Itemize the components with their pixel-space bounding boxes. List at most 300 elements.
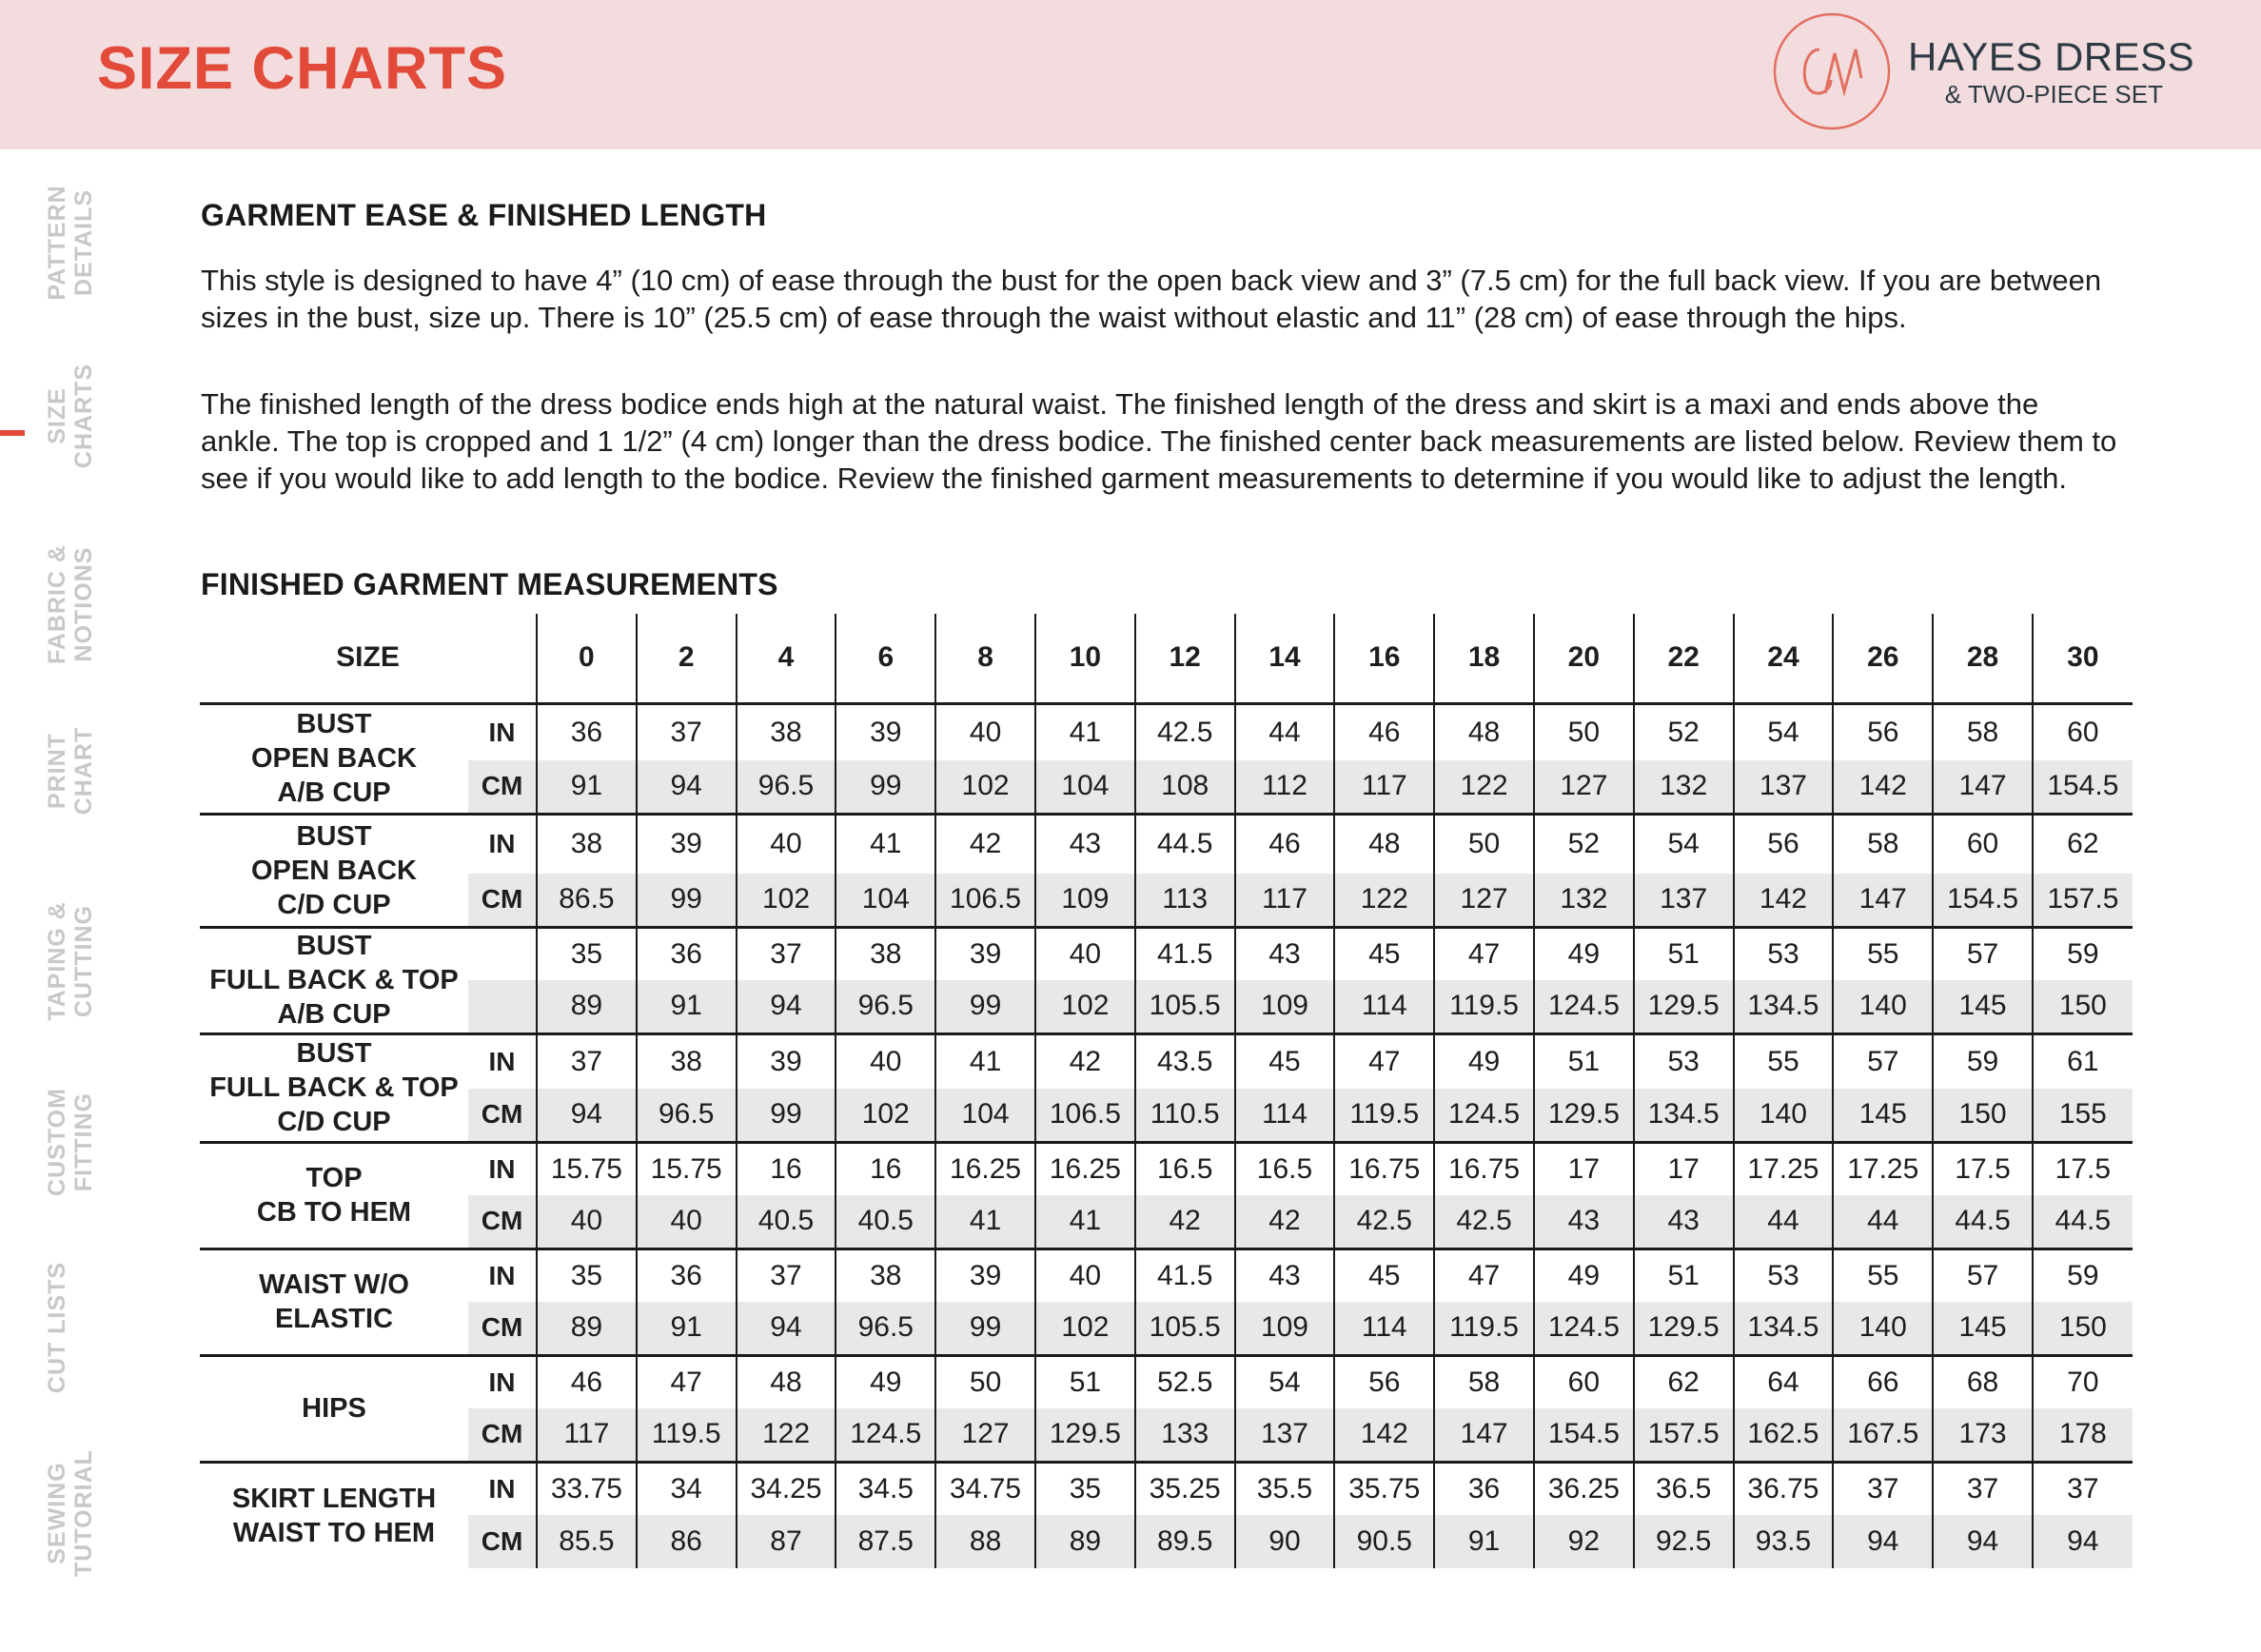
measurement-cell: 91 bbox=[637, 980, 737, 1033]
measurement-cell: 109 bbox=[1235, 980, 1335, 1033]
measurement-cell: 114 bbox=[1334, 980, 1434, 1033]
measurement-cell: 16.25 bbox=[1035, 1142, 1135, 1195]
measurement-cell: 16.5 bbox=[1235, 1142, 1335, 1195]
sidebar-tab-custom-fitting[interactable] bbox=[44, 1071, 97, 1213]
measurement-cell: 68 bbox=[1933, 1355, 2033, 1408]
size-column-header: 8 bbox=[935, 614, 1035, 703]
measurement-cell: 47 bbox=[1334, 1033, 1434, 1089]
table-row bbox=[200, 980, 2133, 1033]
measurement-cell: 40 bbox=[1035, 1249, 1135, 1302]
measurement-cell: 89 bbox=[537, 980, 637, 1033]
measurement-cell: 119.5 bbox=[1434, 980, 1534, 1033]
measurement-cell: 38 bbox=[836, 1249, 935, 1302]
measurement-cell: 140 bbox=[1734, 1089, 1834, 1142]
measurement-cell: 47 bbox=[1434, 927, 1534, 980]
sidebar-tab-pattern-details[interactable] bbox=[44, 171, 97, 314]
measurement-cell: 89 bbox=[537, 1302, 637, 1355]
size-column-header: 22 bbox=[1634, 614, 1734, 703]
measurement-label-line: TOP bbox=[305, 1163, 363, 1193]
measurement-cell: 16.5 bbox=[1135, 1142, 1235, 1195]
measurement-cell: 42 bbox=[1035, 1033, 1135, 1089]
unit-label: IN bbox=[468, 1249, 537, 1302]
table-row bbox=[200, 814, 2133, 874]
measurement-cell: 117 bbox=[1334, 760, 1434, 814]
measurement-cell: 94 bbox=[637, 760, 737, 814]
size-column-header: 30 bbox=[2033, 614, 2133, 703]
sidebar-tab-label: SIZE bbox=[44, 387, 70, 444]
measurement-cell: 134.5 bbox=[1634, 1089, 1734, 1142]
measurement-cell: 55 bbox=[1833, 927, 1933, 980]
measurement-cell: 58 bbox=[1434, 1355, 1534, 1408]
measurement-cell: 92 bbox=[1534, 1515, 1634, 1568]
unit-label: CM bbox=[468, 1302, 537, 1355]
measurement-cell: 36 bbox=[537, 703, 637, 760]
measurement-label-line: HIPS bbox=[302, 1393, 366, 1424]
measurement-cell: 140 bbox=[1833, 1302, 1933, 1355]
measurement-cell: 40.5 bbox=[836, 1195, 935, 1249]
measurement-cell: 58 bbox=[1933, 703, 2033, 760]
table-row bbox=[200, 1033, 2133, 1089]
measurement-cell: 119.5 bbox=[1334, 1089, 1434, 1142]
measurement-cell: 59 bbox=[2033, 1249, 2133, 1302]
measurement-cell: 129.5 bbox=[1035, 1408, 1135, 1462]
sidebar-tab-label: CUTTING bbox=[70, 904, 97, 1018]
measurement-cell: 36 bbox=[1434, 1462, 1534, 1515]
measurement-label-line: ELASTIC bbox=[274, 1304, 394, 1334]
measurement-cell: 33.75 bbox=[537, 1462, 637, 1515]
measurement-cell: 124.5 bbox=[1534, 1302, 1634, 1355]
measurement-label-line: OPEN BACK bbox=[250, 855, 417, 886]
measurement-cell: 157.5 bbox=[2033, 874, 2133, 927]
measurement-cell: 114 bbox=[1235, 1089, 1335, 1142]
measurement-cell: 42 bbox=[1235, 1195, 1335, 1249]
measurement-cell: 94 bbox=[737, 980, 836, 1033]
measurement-cell: 48 bbox=[1434, 703, 1534, 760]
measurement-cell: 99 bbox=[935, 980, 1035, 1033]
measurement-cell: 145 bbox=[1933, 980, 2033, 1033]
measurement-cell: 96.5 bbox=[637, 1089, 737, 1142]
length-paragraph: The finished length of the dress bodice ends high at the natural waist. The finished length of the dress and skirt is a maxi and ends above the ankle. The top is cropped and 1 1/2” (4 cm) longer than the dress bodice. The finished center back measurements are listed below. Review them to see if you would like to add length to the bodice. Review the finished garment measurements to determine if you would like to adjust the length. bbox=[201, 387, 2117, 495]
measurement-cell: 93.5 bbox=[1734, 1515, 1834, 1568]
measurement-cell: 112 bbox=[1235, 760, 1335, 814]
measurement-cell: 44 bbox=[1734, 1195, 1834, 1249]
measurement-cell: 96.5 bbox=[737, 760, 836, 814]
unit-label bbox=[468, 980, 537, 1033]
measurement-label-line: CB TO HEM bbox=[256, 1197, 412, 1228]
brand-name: HAYES DRESS bbox=[1908, 34, 2195, 79]
measurement-cell: 64 bbox=[1734, 1355, 1834, 1408]
measurement-cell: 147 bbox=[1933, 760, 2033, 814]
unit-label: CM bbox=[468, 874, 537, 927]
measurement-label-line: A/B CUP bbox=[277, 999, 391, 1030]
measurement-cell: 102 bbox=[935, 760, 1035, 814]
measurement-cell: 142 bbox=[1334, 1408, 1434, 1462]
measurement-cell: 102 bbox=[1035, 980, 1135, 1033]
measurement-cell: 41 bbox=[836, 814, 935, 874]
measurement-cell: 106.5 bbox=[1035, 1089, 1135, 1142]
sidebar-tab-label: CHART bbox=[70, 726, 97, 816]
measurement-cell: 45 bbox=[1235, 1033, 1335, 1089]
sidebar-tab-label: TUTORIAL bbox=[70, 1449, 97, 1577]
measurement-cell: 53 bbox=[1634, 1033, 1734, 1089]
measurement-cell: 40.5 bbox=[737, 1195, 836, 1249]
sidebar-tab-sewing-tutorial[interactable] bbox=[44, 1442, 97, 1584]
measurement-label-line: A/B CUP bbox=[277, 777, 391, 808]
measurement-cell: 43 bbox=[1035, 814, 1135, 874]
size-column-header: 14 bbox=[1235, 614, 1335, 703]
unit-label: IN bbox=[468, 703, 537, 760]
measurement-cell: 44.5 bbox=[1933, 1195, 2033, 1249]
sidebar-tab-print-chart[interactable] bbox=[44, 699, 97, 842]
measurement-cell: 56 bbox=[1334, 1355, 1434, 1408]
measurement-cell: 62 bbox=[1634, 1355, 1734, 1408]
measurement-cell: 42.5 bbox=[1434, 1195, 1534, 1249]
measurement-cell: 60 bbox=[1933, 814, 2033, 874]
measurement-cell: 90.5 bbox=[1334, 1515, 1434, 1568]
measurement-cell: 35.25 bbox=[1135, 1462, 1235, 1515]
measurement-cell: 129.5 bbox=[1634, 980, 1734, 1033]
sidebar-tab-size-charts[interactable] bbox=[44, 344, 97, 487]
measurement-label bbox=[200, 927, 468, 1033]
unit-label: IN bbox=[468, 1462, 537, 1515]
measurement-cell: 104 bbox=[836, 874, 935, 927]
measurement-cell: 41 bbox=[935, 1033, 1035, 1089]
measurement-cell: 102 bbox=[836, 1089, 935, 1142]
measurement-cell: 38 bbox=[637, 1033, 737, 1089]
measurement-cell: 15.75 bbox=[537, 1142, 637, 1195]
sidebar-tab-label: PATTERN bbox=[44, 185, 70, 301]
table-row bbox=[200, 874, 2133, 927]
measurement-cell: 88 bbox=[935, 1515, 1035, 1568]
measurement-cell: 94 bbox=[537, 1089, 637, 1142]
measurement-cell: 16.75 bbox=[1434, 1142, 1534, 1195]
measurement-cell: 40 bbox=[935, 703, 1035, 760]
measurement-cell: 45 bbox=[1334, 1249, 1434, 1302]
measurement-cell: 102 bbox=[1035, 1302, 1135, 1355]
measurement-cell: 157.5 bbox=[1634, 1408, 1734, 1462]
measurement-cell: 52.5 bbox=[1135, 1355, 1235, 1408]
measurement-cell: 47 bbox=[637, 1355, 737, 1408]
measurement-cell: 142 bbox=[1833, 760, 1933, 814]
measurement-cell: 86 bbox=[637, 1515, 737, 1568]
measurement-label-line: BUST bbox=[296, 820, 372, 852]
measurement-cell: 104 bbox=[1035, 760, 1135, 814]
table-row bbox=[200, 1089, 2133, 1142]
measurement-cell: 92.5 bbox=[1634, 1515, 1734, 1568]
measurement-cell: 37 bbox=[637, 703, 737, 760]
measurement-label bbox=[200, 1462, 468, 1568]
measurement-cell: 99 bbox=[637, 874, 737, 927]
measurement-cell: 38 bbox=[737, 703, 836, 760]
measurement-cell: 133 bbox=[1135, 1408, 1235, 1462]
measurement-cell: 44.5 bbox=[1135, 814, 1235, 874]
measurement-cell: 134.5 bbox=[1734, 980, 1834, 1033]
measurement-cell: 39 bbox=[737, 1033, 836, 1089]
measurement-cell: 17.25 bbox=[1734, 1142, 1834, 1195]
measurement-cell: 39 bbox=[836, 703, 935, 760]
measurement-cell: 43 bbox=[1634, 1195, 1734, 1249]
measurement-label-line: WAIST TO HEM bbox=[232, 1517, 436, 1548]
measurement-cell: 150 bbox=[2033, 1302, 2133, 1355]
measurement-cell: 129.5 bbox=[1634, 1302, 1734, 1355]
measurement-cell: 91 bbox=[637, 1302, 737, 1355]
measurement-cell: 119.5 bbox=[637, 1408, 737, 1462]
measurement-cell: 35 bbox=[1035, 1462, 1135, 1515]
measurement-cell: 113 bbox=[1135, 874, 1235, 927]
measurement-cell: 56 bbox=[1734, 814, 1834, 874]
measurement-cell: 42.5 bbox=[1334, 1195, 1434, 1249]
measurement-cell: 90 bbox=[1235, 1515, 1335, 1568]
measurement-cell: 41 bbox=[935, 1195, 1035, 1249]
measurement-cell: 134.5 bbox=[1734, 1302, 1834, 1355]
measurement-cell: 40 bbox=[737, 814, 836, 874]
measurement-cell: 145 bbox=[1933, 1302, 2033, 1355]
measurement-label bbox=[200, 1355, 468, 1462]
unit-label: IN bbox=[468, 1355, 537, 1408]
measurement-cell: 17 bbox=[1634, 1142, 1734, 1195]
measurement-cell: 41 bbox=[1035, 1195, 1135, 1249]
measurement-cell: 155 bbox=[2033, 1089, 2133, 1142]
measurement-cell: 61 bbox=[2033, 1033, 2133, 1089]
measurement-cell: 17.5 bbox=[1933, 1142, 2033, 1195]
measurement-cell: 49 bbox=[1534, 1249, 1634, 1302]
table-row bbox=[200, 1515, 2133, 1568]
size-column-header: 20 bbox=[1534, 614, 1634, 703]
measurement-cell: 16 bbox=[836, 1142, 935, 1195]
measurement-cell: 42 bbox=[1135, 1195, 1235, 1249]
measurement-cell: 167.5 bbox=[1833, 1408, 1933, 1462]
sidebar-tab-label: CUSTOM bbox=[44, 1088, 70, 1196]
sidebar-tab-label: PRINT bbox=[44, 733, 70, 809]
size-column-header: 18 bbox=[1434, 614, 1534, 703]
size-column-header: 0 bbox=[537, 614, 637, 703]
measurement-cell: 42.5 bbox=[1135, 703, 1235, 760]
measurement-cell: 162.5 bbox=[1734, 1408, 1834, 1462]
measurement-cell: 109 bbox=[1235, 1302, 1335, 1355]
measurement-cell: 46 bbox=[537, 1355, 637, 1408]
measurement-cell: 49 bbox=[1534, 927, 1634, 980]
measurement-cell: 117 bbox=[1235, 874, 1335, 927]
unit-label: CM bbox=[468, 1408, 537, 1462]
measurement-cell: 53 bbox=[1734, 1249, 1834, 1302]
unit-label bbox=[468, 927, 537, 980]
measurement-cell: 57 bbox=[1933, 1249, 2033, 1302]
measurement-cell: 38 bbox=[537, 814, 637, 874]
measurement-cell: 40 bbox=[836, 1033, 935, 1089]
measurement-cell: 37 bbox=[737, 1249, 836, 1302]
measurement-cell: 43 bbox=[1235, 1249, 1335, 1302]
measurement-cell: 44 bbox=[1833, 1195, 1933, 1249]
measurement-label bbox=[200, 1249, 468, 1355]
measurement-cell: 45 bbox=[1334, 927, 1434, 980]
measurement-cell: 110.5 bbox=[1135, 1089, 1235, 1142]
measurement-cell: 39 bbox=[637, 814, 737, 874]
measurement-cell: 91 bbox=[537, 760, 637, 814]
measurement-cell: 178 bbox=[2033, 1408, 2133, 1462]
sidebar-tab-label: CHARTS bbox=[70, 363, 97, 469]
unit-label: IN bbox=[468, 814, 537, 874]
measurement-cell: 54 bbox=[1734, 703, 1834, 760]
measurement-cell: 124.5 bbox=[1534, 980, 1634, 1033]
size-header: SIZE bbox=[200, 614, 537, 703]
measurement-cell: 105.5 bbox=[1135, 980, 1235, 1033]
measurement-cell: 46 bbox=[1334, 703, 1434, 760]
sidebar-tab-fabric-notions[interactable] bbox=[44, 533, 97, 676]
active-tab-marker bbox=[0, 430, 25, 436]
measurement-cell: 56 bbox=[1833, 703, 1933, 760]
size-column-header: 16 bbox=[1334, 614, 1434, 703]
measurement-cell: 57 bbox=[1933, 927, 2033, 980]
measurement-cell: 142 bbox=[1734, 874, 1834, 927]
sidebar-tab-cut-lists[interactable] bbox=[44, 1256, 70, 1399]
measurement-cell: 43 bbox=[1534, 1195, 1634, 1249]
unit-label: IN bbox=[468, 1033, 537, 1089]
size-column-header: 6 bbox=[836, 614, 935, 703]
measurement-cell: 37 bbox=[537, 1033, 637, 1089]
measurement-cell: 41.5 bbox=[1135, 927, 1235, 980]
measurement-cell: 34.25 bbox=[737, 1462, 836, 1515]
measurement-cell: 50 bbox=[935, 1355, 1035, 1408]
measurement-label bbox=[200, 814, 468, 927]
measurement-cell: 140 bbox=[1833, 980, 1933, 1033]
size-column-header: 2 bbox=[637, 614, 737, 703]
header-banner bbox=[0, 0, 2261, 149]
measurement-cell: 47 bbox=[1434, 1249, 1534, 1302]
sidebar-tab-label: SEWING bbox=[44, 1462, 70, 1564]
measurement-cell: 150 bbox=[2033, 980, 2133, 1033]
measurement-cell: 36 bbox=[637, 1249, 737, 1302]
table-row bbox=[200, 1355, 2133, 1408]
measurement-label-line: FULL BACK & TOP bbox=[209, 965, 459, 995]
measurement-label-line: BUST bbox=[296, 931, 372, 961]
measurement-cell: 38 bbox=[836, 927, 935, 980]
brand-subtitle: & TWO-PIECE SET bbox=[1944, 80, 2163, 108]
size-column-header: 4 bbox=[737, 614, 836, 703]
measurement-cell: 62 bbox=[2033, 814, 2133, 874]
measurement-cell: 87 bbox=[737, 1515, 836, 1568]
measurement-cell: 51 bbox=[1634, 1249, 1734, 1302]
measurement-cell: 173 bbox=[1933, 1408, 2033, 1462]
page-title: SIZE CHARTS bbox=[97, 35, 508, 102]
measurement-cell: 49 bbox=[836, 1355, 935, 1408]
measurement-cell: 104 bbox=[935, 1089, 1035, 1142]
measurement-cell: 94 bbox=[1933, 1515, 2033, 1568]
measurement-cell: 122 bbox=[737, 1408, 836, 1462]
measurement-cell: 109 bbox=[1035, 874, 1135, 927]
measurement-label-line: BUST bbox=[296, 709, 372, 739]
sidebar-tab-label: FITTING bbox=[70, 1092, 97, 1192]
measurement-cell: 48 bbox=[737, 1355, 836, 1408]
measurement-cell: 60 bbox=[1534, 1355, 1634, 1408]
table-header-row bbox=[200, 614, 2133, 703]
measurement-cell: 40 bbox=[1035, 927, 1135, 980]
measurement-label-line: SKIRT LENGTH bbox=[231, 1483, 437, 1514]
measurement-cell: 16.25 bbox=[935, 1142, 1035, 1195]
measurement-cell: 154.5 bbox=[1534, 1408, 1634, 1462]
sidebar-tab-label: DETAILS bbox=[70, 188, 97, 297]
size-column-header: 10 bbox=[1035, 614, 1135, 703]
measurement-cell: 43.5 bbox=[1135, 1033, 1235, 1089]
measurement-cell: 99 bbox=[935, 1302, 1035, 1355]
measurement-cell: 127 bbox=[1534, 760, 1634, 814]
measurement-cell: 96.5 bbox=[836, 980, 935, 1033]
measurement-cell: 57 bbox=[1833, 1033, 1933, 1089]
measurement-cell: 54 bbox=[1634, 814, 1734, 874]
measurement-cell: 17 bbox=[1534, 1142, 1634, 1195]
measurement-cell: 35 bbox=[537, 927, 637, 980]
measurement-cell: 44.5 bbox=[2033, 1195, 2133, 1249]
unit-label: IN bbox=[468, 1142, 537, 1195]
measurement-cell: 59 bbox=[1933, 1033, 2033, 1089]
measurement-cell: 34.75 bbox=[935, 1462, 1035, 1515]
table-row bbox=[200, 703, 2133, 760]
measurement-label bbox=[200, 1033, 468, 1142]
measurement-cell: 154.5 bbox=[1933, 874, 2033, 927]
unit-label: CM bbox=[468, 1195, 537, 1249]
measurement-cell: 106.5 bbox=[935, 874, 1035, 927]
table-row bbox=[200, 1302, 2133, 1355]
brand-logo-icon bbox=[1772, 11, 1892, 131]
table-row bbox=[200, 1249, 2133, 1302]
measurement-cell: 85.5 bbox=[537, 1515, 637, 1568]
table-row bbox=[200, 760, 2133, 814]
measurement-cell: 37 bbox=[1933, 1462, 2033, 1515]
measurement-cell: 99 bbox=[737, 1089, 836, 1142]
measurement-cell: 55 bbox=[1734, 1033, 1834, 1089]
measurement-cell: 137 bbox=[1634, 874, 1734, 927]
size-column-header: 28 bbox=[1933, 614, 2033, 703]
measurement-cell: 96.5 bbox=[836, 1302, 935, 1355]
measurement-cell: 51 bbox=[1534, 1033, 1634, 1089]
table-row bbox=[200, 1462, 2133, 1515]
measurement-cell: 17.25 bbox=[1833, 1142, 1933, 1195]
measurement-label-line: C/D CUP bbox=[277, 889, 391, 920]
sidebar-tab-label: FABRIC & bbox=[44, 543, 70, 665]
measurement-cell: 137 bbox=[1734, 760, 1834, 814]
size-column-header: 24 bbox=[1734, 614, 1834, 703]
sidebar-tab-taping-cutting[interactable] bbox=[44, 890, 97, 1032]
measurement-cell: 66 bbox=[1833, 1355, 1933, 1408]
measurement-cell: 147 bbox=[1434, 1408, 1534, 1462]
unit-label: CM bbox=[468, 1089, 537, 1142]
sidebar-tab-label: NOTIONS bbox=[70, 546, 97, 662]
measurement-cell: 86.5 bbox=[537, 874, 637, 927]
measurement-cell: 94 bbox=[1833, 1515, 1933, 1568]
measurements-section-title: FINISHED GARMENT MEASUREMENTS bbox=[201, 567, 778, 601]
measurement-cell: 102 bbox=[737, 874, 836, 927]
measurement-cell: 54 bbox=[1235, 1355, 1335, 1408]
measurement-cell: 36 bbox=[637, 927, 737, 980]
measurement-cell: 114 bbox=[1334, 1302, 1434, 1355]
measurement-cell: 35 bbox=[537, 1249, 637, 1302]
measurement-cell: 36.75 bbox=[1734, 1462, 1834, 1515]
measurement-cell: 39 bbox=[935, 927, 1035, 980]
measurement-cell: 52 bbox=[1634, 703, 1734, 760]
unit-label: CM bbox=[468, 760, 537, 814]
measurement-cell: 58 bbox=[1833, 814, 1933, 874]
measurement-cell: 87.5 bbox=[836, 1515, 935, 1568]
measurement-cell: 46 bbox=[1235, 814, 1335, 874]
measurement-label-line: OPEN BACK bbox=[250, 743, 417, 774]
measurement-cell: 119.5 bbox=[1434, 1302, 1534, 1355]
measurement-cell: 16 bbox=[737, 1142, 836, 1195]
measurement-cell: 50 bbox=[1534, 703, 1634, 760]
measurement-cell: 35.5 bbox=[1235, 1462, 1335, 1515]
measurement-cell: 89.5 bbox=[1135, 1515, 1235, 1568]
measurement-label-line: FULL BACK & TOP bbox=[209, 1072, 459, 1103]
ease-paragraph: This style is designed to have 4” (10 cm) of ease through the bust for the open back view and 3” (7.5 cm) for the full back view. If you are between sizes in the bust, size up. There is 10” (25.5 cm) of ease through the waist without elastic and 11” (28 cm) of ease through the hips. bbox=[201, 264, 2102, 334]
measurement-cell: 147 bbox=[1833, 874, 1933, 927]
